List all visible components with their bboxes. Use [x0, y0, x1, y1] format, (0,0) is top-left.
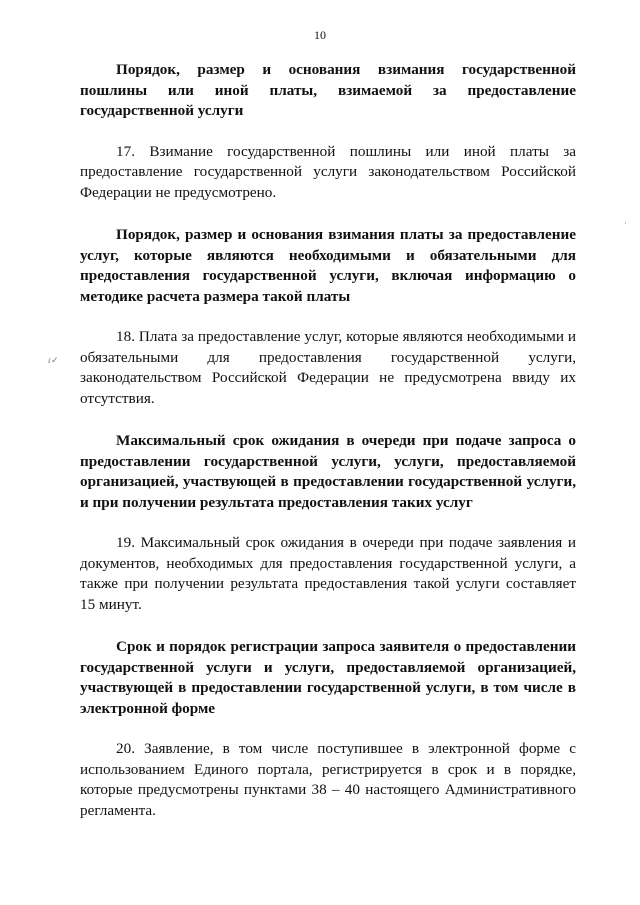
paragraph-19: 19. Максимальный срок ожидания в очереди при подаче заявления и документов, необходимых для предоставления государственной услуги, а также при получении результата предоставления такой услуги составляет 15 минут. — [80, 534, 576, 613]
paragraph-18: 18. Плата за предоставление услуг, которые являются необходимыми и обязательными для предоставления государственной услуги, законодательством Российской Федерации не предусмотрена ввиду их отсутствия. — [80, 328, 576, 407]
scan-speck-dot: · — [624, 218, 627, 228]
section-heading-queue-time: Максимальный срок ожидания в очереди при подаче запроса о предоставлении государственной услуги, услуги, предоставляемой организацией, участвующей в предоставлении государственной услуги, и при получении результата предоставления таких услуг — [80, 432, 576, 511]
section-heading-registration: Срок и порядок регистрации запроса заявителя о предоставлении государственной услуги и услуги, предоставляемой организацией, участвующей в предоставлении государственной услуги, в том числе в электронной форме — [80, 638, 576, 717]
section-heading-service-payment: Порядок, размер и основания взимания платы за предоставление услуг, которые являются необходимыми и обязательными для предоставления государственной услуги, включая информацию о методике расчета размера такой платы — [80, 226, 576, 305]
scan-speck-mark: ɾ✓ — [48, 355, 59, 365]
paragraph-17: 17. Взимание государственной пошлины или иной платы за предоставление государственной услуги законодательством Российской Федерации не предусмотрено. — [80, 142, 576, 201]
page-number: 10 — [314, 28, 326, 42]
section-heading-fee: Порядок, размер и основания взимания государственной пошлины или иной платы, взимаемой за предоставление государственной услуги — [80, 61, 576, 119]
paragraph-20: 20. Заявление, в том числе поступившее в электронной форме с использованием Единого портала, регистрируется в срок и в порядке, которые предусмотрены пунктами 38 – 40 настоящего Административного регламента. — [80, 740, 576, 819]
document-body — [80, 60, 576, 821]
